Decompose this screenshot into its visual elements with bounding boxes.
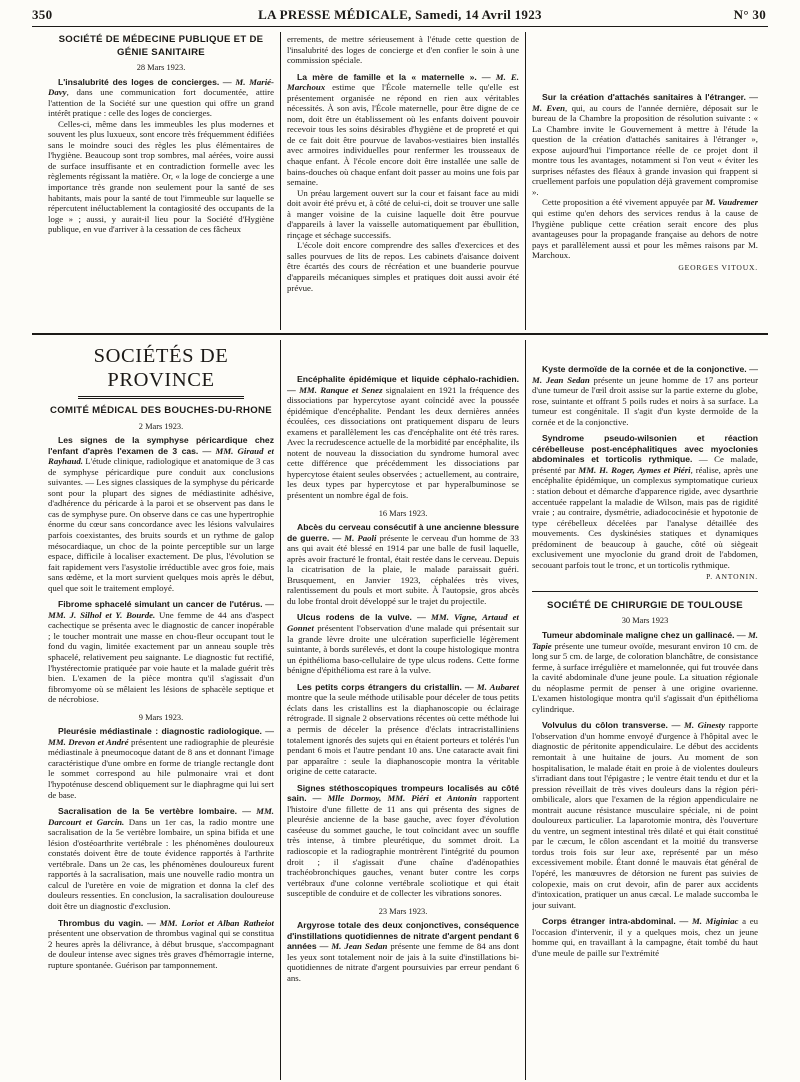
article-symphyse: Les signes de la symphyse péricardique chez l'enfant d'après l'examen de 3 cas. — MM. Giraud et Rayhaud. L'étude clinique, radiologique et anatomique de 3 cas de symphyse péricardique pure conduit aux conclusions suivantes. — Les signes classiques de la symphyse du péricarde sont pour la plupart des signes de médiastinite adhésive, d'adhérence du péricarde à la paroi et se observent pas dans le cas de symphyse pure. On observe dans ce cas une hypertrophie énorme du cœur sans concordance avec les lésions valvulaires parfois coexistantes, des bruits sourds et un rythme de galop mésocardiaque, un choc de la pointe perceptible sur un large espace, difficile à localiser exactement. De plus, l'évolution se fait rapidement vers l'asystolie irréductible avec gros foie, mais sans œdème, et la mort survient quelques mois après le début, quel que soit le traitement employé. (48, 435, 274, 593)
article-signes: Signes stéthoscopiques trompeurs localisés au côté sain. — Mlle Dormoy, MM. Piéri et Antonin rapportent l'histoire d'une fillette de 11 ans qui présenta des signes de pleurésie ancienne de la base gauche, avec foyer d'évolution caséeuse du sommet gauche, le tout coïncidant avec un souffle très intense, à timbre pleurétique, du sommet droit. La radioscopie et la radiographie montrèrent l'intégrité du poumon droit ; il s'agissait d'une chaîne d'adénopathies trachéobronchiques gauches, venant buter contre les corps vertébraux d'une colonne vertébrale scoliotique et qui était susceptible de conduire et de collecter les vibrations sonores. (287, 782, 519, 899)
article-kyste: Kyste dermoïde de la cornée et de la conjonctive. — M. Jean Sedan présente un jeune homme de 17 ans porteur d'une tumeur de l'œil droit assise sur la partie externe du globe, rose, suintante et offrant 5 poils rudes et noirs à sa surface. La tumeur est congénitale. Il s'agit d'un kyste dermoïde de la cornée et de la conjonctive. (532, 364, 758, 427)
section-heading: COMITÉ MÉDICAL DES BOUCHES-DU-RHONE (50, 405, 272, 416)
article-pleuresie: Pleurésie médiastinale : diagnostic radiologique. — MM. Drevon et André présentent une radiographie de pleurésie médiastinale à pneumocoque datant de 8 ans et donnant l'image caractéristique d'une ombre en forme de triangle rectangle dont le sommet correspond au hile pulmonaire vrai et dont l'hypoténuse descend obliquement sur le diaphragme qui lui sert de base. (48, 726, 274, 800)
column-rule (280, 340, 281, 1080)
top-col-2 (287, 30, 519, 330)
article-argyrose: Argyrose totale des deux conjonctives, conséquence d'instillations quotidiennes de nitrate d'argent pendant 6 années — M. Jean Sedan présente une femme de 84 ans dont les yeux sont totalement noir de jais à la suite d'instillations bi-quotidiennes de nitrate d'argent poursuivies par erreur pendant 6 ans. (287, 920, 519, 983)
article-encephalite: Encéphalite épidémique et liquide céphalo-rachidien. — MM. Ranque et Senez signalaient en 1921 la fréquence des dissociations par hypercytose ayant coïncidé avec la poussée épidémique d'encéphalite. Pendant les deux dernières années écoulées, ces dissociations ont pratiquement disparu de leurs examens et parallèlement les cas d'encéphalite ont été très rares. Avec la recrudescence actuelle de la morbidité par encéphalite, ils notent de nouveau la dissociation du syndrome humoral avec cette différence que précédemment les dissociations par hypercytose étaient seules observées ; actuellement, au contraire, les deux types par hypercytose et par hyperalbuminose se présentent un nombre égal de fois. (287, 374, 519, 501)
top-col-3 (532, 30, 758, 330)
article-tumeur: Tumeur abdominale maligne chez un gallinacé. — M. Tapie présente une tumeur ovoïde, mesurant environ 10 cm. de long sur 5 cm. de large, de coloration blanchâtre, de consistance ferme, à surface irrégulière et mamelonnée, qui fut trouvée dans la cavité abdominale d'une jeune poule. La situation régionale du néoplasme permit de penser à une origine ovarienne. L'examen histologique montra qu'il s'agissait d'un épithélioma cylindrique. (532, 629, 758, 714)
band-rule (32, 333, 768, 335)
article-attaches: Sur la création d'attachés sanitaires à l'étranger. — M. Even, qui, au cours de l'année dernière, déposait sur le bureau de la Chambre la proposition de résolution suivante : « La Chambre invite le Gouvernement à mettre à l'étude la question de la création d'attachés sanitaires à l'étranger », expose aujourd'hui l'importance réelle de ce projet dont il montre tous les avantages, notamment si l'on veut « éviter les surprises néfastes des fléaux à grande invasion qui frappent si cruellement parfois une population déjà gravement compromise ». (532, 92, 758, 197)
page-number: 350 (32, 7, 53, 22)
article-fibrome: Fibrome sphacelé simulant un cancer de l'utérus. — MM. J. Silhol et Y. Bourde. Une femme de 44 ans d'aspect cachectique se présenta avec le diagnostic de cancer inopérable ; le toucher montrait une masse en chou-fleur occupant tout le fond du vagin, limitée exactement par un anneau souple très sphacelé, relativement peu saignante. Le diagnostic fut rectifié, l'hystérectomie pratiquée par voie haute et la malade guérit très bien. L'examen de la pièce montra qu'il s'agissait d'un fibromyome où se mêlaient les lésions de sphacèle septique et de nécrobiose. (48, 599, 274, 705)
signature: P. ANTONIN. (706, 572, 758, 582)
meeting-date: 16 Mars 1923. (378, 508, 428, 518)
heading-rule (78, 396, 244, 399)
paragraph: Celles-ci, même dans les immeubles les plus modernes et souvent les plus luxueux, sont encore très fréquemment édifiées sans le moindre souci des règles les plus élémentaires de l'hygiène. Beaucoup sont trop sombres, mal aérées, voire aussi de surface insuffisante et en contradiction formelle avec les règlements régissant la matière. Or, « la loge de concierge a une importance très grande non seulement pour la santé de ses habitants, mais pour la santé de tout l'immeuble sur laquelle se répercutent inéluctablement la contagiosité des occupants de la loge » ; aussi, y aurait-il lieu pour la Société d'Hygiène publique, en vue d'arriver à la cessation de ces fâcheux (48, 118, 274, 235)
meeting-date: 9 Mars 1923. (138, 712, 184, 722)
article-ulcus: Ulcus rodens de la vulve. — MM. Vigne, Artaud et Gonnet présentent l'observation d'une malade qui présentait sur la grande lèvre droite une ulcération superficielle légèrement suintante, à bords surélevés, et dont la coupe histologique montra un épithélioma baso-cellulaire de type ulcus rodens. Cette forme bénigne d'épithélioma est rare à la vulve. (287, 612, 519, 676)
section-heading: SOCIÉTÉ DE CHIRURGIE DE TOULOUSE (547, 599, 743, 611)
paragraph: errements, de mettre sérieusement à l'étude cette question de l'insalubrité des loges de concierge et d'en confier le soin à une commission spéciale. (287, 34, 519, 66)
column-rule (525, 340, 526, 1080)
section-heading: SOCIÉTÉ DE MÉDECINE PUBLIQUE ET DE GÉNIE SANITAIRE (58, 34, 264, 58)
paragraph: L'école doit encore comprendre des salles d'exercices et des salles pourvues de lits de repos. Les cabinets d'aisance doivent être écartés des cours de récréation et une buanderie pourvue d'appareils mécaniques simples et pratiques doit aussi avoir été prévue. (287, 240, 519, 293)
article-syndrome: Syndrome pseudo-wilsonien et réaction cérébelleuse post-encéphalitiques avec myoclonies abdominales et torticolis rythmique. — Ce malade, présenté par MM. H. Roger, Aymes et Piéri, réalise, après une encéphalite épidémique, un complexus symptomatique curieux : station debout et démarche d'apparence rigide, avec dysarthrie accentuée rappelant la maladie de Wilson, mais pas de rigidité vraie ; au contraire, dysmétrie, adiadococinésie et hypotonie de type cérébelleux décelées par l'analyse détaillée des mouvements. Ces dyskinésies statiques et dynamiques prédominent de beaucoup à gauche, côté où siègeait exclusivement une myoclonie du grand droit de l'abdomen, secouant parfois tout le tronc, et un torticolis rythmique. (532, 433, 758, 570)
article-abces: Abcès du cerveau consécutif à une ancienne blessure de guerre. — M. Paoli présente le cerveau d'un homme de 33 ans qui avait été blessé en 1914 par une balle de fusil laquelle, après avoir fracturé le frontal, était restée dans le cerveau. Depuis la cicatrisation de la plaie, le malade paraissait guéri. Brusquement, en Janvier 1923, céphalées très vives, ralentissement du pouls et mort subite. À l'autopsie, gros abcès du lobe frontal droit développé sur le trajet du projectile. (287, 522, 519, 606)
article-insalubrite: L'insalubrité des loges de concierges. — M. Marié-Davy, dans une communication fort documentée, attire l'attention de la Société sur une question qui offre un grand intérêt pratique : celle des loges de concierges. (48, 76, 274, 119)
meeting-date: 28 Mars 1923. (136, 63, 186, 72)
column-rule (280, 32, 281, 330)
header-rule (32, 26, 768, 27)
meeting-date: 30 Mars 1923 (621, 616, 669, 626)
issue-number: N° 30 (733, 7, 766, 22)
section-rule (532, 591, 758, 592)
province-col-3 (532, 338, 758, 1082)
article-author: — M. Even (532, 92, 758, 113)
meeting-date: 2 Mars 1923. (138, 421, 184, 431)
article-cristallin: Les petits corps étrangers du cristallin. — M. Aubaret montre que la seule méthode utilisable pour déceler de tous petits éclats dans les cristallins est la diaphanoscopie ou éclairage rétrograde. Il signale 2 observations récentes où cette méthode lui a permis de déceler la présence d'éclats intracristalliniens totalement ignorés des sujets qui en étaient porteurs et tolérés l'un pendant 6 mois et l'autre pendant 10 ans. Une cataracte avait fini par apparaître : seule la diaphanoscopie montra la véritable origine de cette cataracte. (287, 681, 519, 777)
article-maternelle: La mère de famille et la « maternelle ». — M. E. Marchoux estime que l'École maternelle telle qu'elle est présentement organisée ne répond en rien aux véritables nécessités. À son avis, l'École maternelle, pour être digne de ce nom, doit être un établissement où les enfants doivent pouvoir recevoir tous les soins désirables d'hygiène et de propreté et qui de ce fait doit être pourvue de lavabos-vestiaires bien installés avec armoires individuelles pour renfermer les trousseaux de chaque enfant. À l'école encore doit être installée une salle de bains-douches où chaque enfant doit passer au moins une fois par semaine. (287, 71, 519, 188)
article-author: — M. E. Marchoux (287, 71, 519, 93)
top-col-1 (48, 30, 274, 330)
article-corps-etranger: Corps étranger intra-abdominal. — M. Miginiac a eu l'occasion d'intervenir, il y a quelques mois, chez un jeune homme qui, en travaillant à la campagne, était tombé du haut d'une meule de paille sur l'extrémité (532, 916, 758, 958)
signature: GEORGES VITOUX. (678, 262, 758, 272)
province-col-1 (48, 338, 274, 1082)
meeting-date: 23 Mars 1923. (378, 906, 428, 916)
article-title: Sur la création d'attachés sanitaires à l'étranger. (542, 92, 746, 102)
article-thrombus: Thrombus du vagin. — MM. Loriot et Alban Ratheiot présentent une observation de thrombus vaginal qui se constitua 2 heures après la délivrance, à début brusque, s'accompagnant de douleur intense avec signes très graves d'hémorragie interne, rupture spontanée. Guérison par tamponnement. (48, 917, 274, 970)
article-author: — M. Marié-Davy (48, 76, 274, 98)
article-title: La mère de famille et la « maternelle ». (297, 71, 477, 82)
paragraph: Un préau largement ouvert sur la cour et faisant face au midi doit avoir été prévu et, à côté de celui-ci, doit se trouver une salle à manger voisine de la cuisine laquelle doit être pourvue d'appareils à laver la vaisselle automatiquement par ébullition, rinçage et séchage successifs. (287, 187, 519, 240)
running-header (0, 0, 800, 26)
column-rule (525, 32, 526, 330)
province-heading: SOCIÉTÉS DE PROVINCE (93, 345, 229, 391)
article-volvulus: Volvulus du côlon transverse. — M. Ginesty rapporte l'observation d'un homme envoyé d'urgence à l'hôpital avec le diagnostic de péritonite appendiculaire. Le début des accidents remontait à une huitaine de jours. Au moment de son hospitalisation, le malade était en proie à de violentes douleurs s'irradiant dans tout l'épigastre ; le ventre était tendu et dur et la pression réveillait de très vives douleurs dans la région péri-ombilicale, alors que l'examen de la région appendiculaire ne montrait aucune résistance musculaire spéciale, ni de point douloureux particulier. La laparotomie montra, dès l'ouverture du ventre, un segment intestinal très dilaté et qui était constitué par le cæcum, le côlon ascendant et la moitié du transverse tordus trois fois sur leur axe, représenté par un méso excessivement mobile. Étant donné le mauvais état général de l'opéré, les manœuvres de détorsion ne furent pas suivies de colopexie, mais on crut devoir, afin de parer aux accidents d'intoxication, pratiquer un anus cæcal. Le malade succomba le jour suivant. (532, 720, 758, 910)
province-col-2 (287, 338, 519, 1082)
journal-title: LA PRESSE MÉDICALE, Samedi, 14 Avril 1923 (258, 7, 542, 22)
article-sacralisation: Sacralisation de la 5e vertèbre lombaire. — MM. Darcourt et Garcin. Dans un 1er cas, la radio montre une sacralisation de la 5e vertèbre lombaire, un spina bifida et une lésion d'ostéoarthrite vertébrale : les phénomènes douloureux constatés doivent être de toute évidence rapportés à l'arthrite vertébrale. Dans un 2e cas, les phénomènes douloureux furent rapportés à la sacralisation, mais une nouvelle radio montra un calcul de l'uretère en voie de migration et donna la clef des douleurs ressenties. En conclusion, la sacralisation douloureuse doit être un diagnostic d'exclusion. (48, 806, 274, 912)
paragraph: Cette proposition a été vivement appuyée par M. Vaudremer qui estime qu'en dehors des services rendus à la cause de l'hygiène publique cette création serait encore des plus avantageuses pour la propagande française au dehors de notre pays et parallèlement aussi et pour les mêmes raisons par M. Marchoux. (532, 197, 758, 261)
article-title: L'insalubrité des loges de concierges. (58, 76, 220, 87)
